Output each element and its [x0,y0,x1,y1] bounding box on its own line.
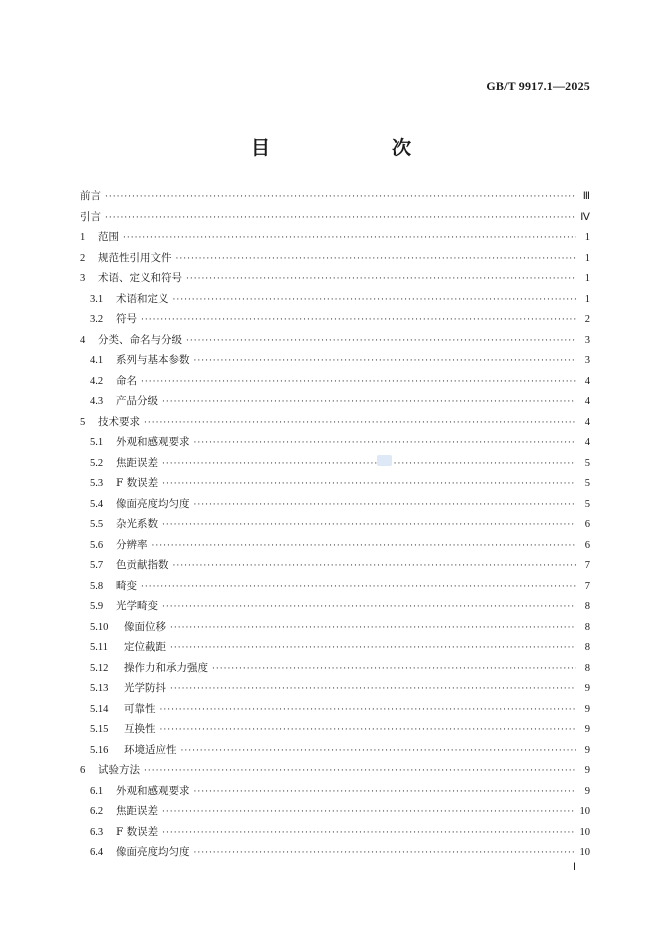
toc-entry-page: 3 [584,355,590,366]
toc-entry[interactable] [80,537,590,558]
toc-leader-dots [162,828,575,838]
toc-entry-page: 8 [584,642,590,653]
toc-leader-dots [194,438,577,448]
toc-title: 目 次 [250,137,439,159]
toc-leader-dots [194,787,577,797]
toc-entry-label: 范围 [98,231,119,243]
toc-leader-dots [162,602,576,612]
toc-entry[interactable] [80,578,590,599]
toc-entry-label: 术语和定义 [116,292,169,305]
toc-entry-number: 5.8 [90,580,104,592]
toc-entry-page: 9 [584,785,590,797]
toc-entry[interactable] [80,721,590,742]
toc-entry-page: 3 [584,334,590,346]
toc-entry-number: 4.2 [90,375,104,387]
toc-entry[interactable] [80,598,590,619]
toc-entry[interactable] [80,352,590,373]
toc-entry-number: 5.14 [90,703,109,715]
toc-entry-label: 技术要求 [98,415,140,428]
toc-entry-number: 5.16 [90,744,109,756]
toc-entry-page: 9 [584,744,590,756]
toc-entry-number: 1 [80,232,86,243]
toc-entry-number: 5.9 [90,601,104,612]
toc-entry[interactable] [80,291,590,312]
toc-entry[interactable] [80,844,590,865]
toc-entry-label: 引言 [80,210,101,223]
toc-entry[interactable] [80,557,590,578]
toc-entry-number: 5.12 [90,662,109,674]
toc-entry-number: 3.1 [90,293,104,305]
toc-entry-page: 1 [584,252,590,264]
toc-entry-label: 试验方法 [98,764,140,776]
toc-entry-label: 环境适应性 [124,743,177,756]
toc-entry-page: 8 [584,621,590,633]
toc-leader-dots [186,336,576,346]
toc-entry-label: 杂光系数 [116,518,158,530]
toc-entry-label: 互换性 [124,723,156,735]
toc-entry-label: 分类、命名与分级 [98,333,182,346]
toc-entry-page: 1 [584,273,590,284]
toc-entry-page: 8 [584,601,590,612]
toc-entry-page: 8 [584,662,590,674]
toc-entry-number: 5.2 [90,457,104,469]
toc-entry-label: 光学畸变 [116,600,158,612]
page-number: Ⅰ [573,862,576,873]
toc-entry-page: Ⅲ [582,191,590,202]
toc-leader-dots [105,192,576,202]
toc-entry-number: 6.3 [90,826,104,838]
toc-entry[interactable] [80,762,590,783]
toc-leader-dots [123,233,576,243]
toc-entry-page: 9 [584,724,590,735]
toc-entry-label: 命名 [116,374,137,387]
toc-entry-label: 术语、定义和符号 [98,272,182,284]
toc-entry[interactable] [80,229,590,250]
toc-entry[interactable] [80,373,590,394]
toc-entry-label: 外观和感观要求 [116,784,190,797]
toc-entry-label: F 数误差 [116,477,159,489]
toc-leader-dots [170,684,576,694]
toc-entry-label: 定位截距 [124,641,166,653]
toc-entry-page: 9 [584,703,590,715]
toc-leader-dots [105,213,576,223]
toc-entry-label: 可靠性 [124,702,156,715]
toc-leader-dots [194,356,577,366]
toc-entry-number: 3.2 [90,314,104,325]
toc-leader-dots [181,746,577,756]
document-code: GB/T 9917.1—2025 [486,79,590,93]
toc-entry[interactable] [80,660,590,681]
toc-entry[interactable] [80,311,590,332]
toc-entry-number: 6.2 [90,806,104,817]
toc-entry-page: 10 [579,806,590,817]
toc-entry[interactable] [80,639,590,660]
toc-entry[interactable] [80,680,590,701]
toc-entry-label: 分辨率 [116,538,148,551]
toc-entry[interactable] [80,414,590,435]
toc-entry-number: 2 [80,252,86,264]
toc-leader-dots [162,397,576,407]
toc-entry-page: 1 [584,232,590,243]
toc-entry-number: 6.1 [90,785,104,797]
toc-leader-dots [141,377,576,387]
toc-entry[interactable] [80,393,590,414]
toc-entry-number: 4.3 [90,396,104,407]
toc-entry-label: 像面亮度均匀度 [116,846,190,858]
toc-leader-dots [173,295,577,305]
toc-entry-label: 系列与基本参数 [116,354,190,366]
toc-entry-page: Ⅳ [580,211,590,223]
toc-leader-dots [162,520,576,530]
selection-marker [377,455,392,466]
toc-leader-dots [173,561,577,571]
toc-entry-page: 5 [584,498,590,510]
toc-leader-dots [170,623,576,633]
toc-entry-number: 5.6 [90,539,104,551]
toc-entry-label: 产品分级 [116,395,158,407]
toc-entry-page: 6 [584,539,590,551]
toc-leader-dots [162,479,576,489]
toc-entry-number: 5.3 [90,478,104,489]
toc-entry-label: 焦距误差 [116,456,158,469]
toc-entry-number: 5.4 [90,498,104,510]
toc-entry-label: 外观和感观要求 [116,436,190,448]
toc-entry-page: 5 [584,478,590,489]
toc-leader-dots [141,582,576,592]
toc-entry-page: 7 [584,580,590,592]
toc-leader-dots [170,643,576,653]
toc-entry-number: 5.1 [90,437,104,448]
toc-entry-page: 4 [584,375,590,387]
toc-entry-page: 9 [584,765,590,776]
toc-entry-page: 4 [584,437,590,448]
toc-entry[interactable] [80,455,590,476]
toc-entry-number: 6.4 [90,847,104,858]
toc-leader-dots [162,459,576,469]
toc-leader-dots [194,848,576,858]
toc-entry-page: 4 [584,396,590,407]
toc-entry-label: 畸变 [116,579,137,592]
toc-entry-number: 4 [80,334,86,346]
toc-entry[interactable] [80,250,590,271]
toc-entry[interactable] [80,516,590,537]
toc-entry-number: 5.10 [90,621,109,633]
toc-leader-dots [176,254,577,264]
toc-entry-number: 5.15 [90,724,109,735]
toc-leader-dots [152,541,577,551]
toc-entry-label: F 数误差 [116,825,159,838]
toc-entry[interactable] [80,496,590,517]
toc-entry-label: 前言 [80,190,101,202]
toc-entry-label: 像面亮度均匀度 [116,497,190,510]
toc-entry-label: 焦距误差 [116,805,158,817]
toc-entry-number: 4.1 [90,355,104,366]
toc-entry[interactable] [80,619,590,640]
toc-leader-dots [194,500,577,510]
toc-entry-number: 5 [80,416,86,428]
toc-entry-page: 5 [584,457,590,469]
toc-entry-label: 符号 [116,313,137,325]
toc-entry[interactable] [80,332,590,353]
toc-entry-label: 规范性引用文件 [98,251,172,264]
toc-entry-page: 4 [584,416,590,428]
toc-entry-label: 色贡献指数 [116,559,169,571]
toc-entry-number: 6 [80,765,86,776]
toc-entry-number: 3 [80,273,86,284]
toc-entry[interactable] [80,824,590,845]
table-of-contents [80,188,590,865]
toc-leader-dots [160,725,577,735]
toc-entry[interactable] [80,475,590,496]
toc-entry-page: 6 [584,519,590,530]
toc-leader-dots [144,418,576,428]
toc-entry-number: 5.5 [90,519,104,530]
toc-entry-label: 操作力和承力强度 [124,661,208,674]
toc-entry-label: 像面位移 [124,620,166,633]
toc-leader-dots [144,766,576,776]
toc-entry[interactable] [80,742,590,763]
toc-entry-page: 7 [584,560,590,571]
toc-entry[interactable] [80,188,590,209]
toc-entry-number: 5.11 [90,642,108,653]
toc-entry-page: 2 [584,314,590,325]
toc-leader-dots [212,664,576,674]
toc-entry[interactable] [80,701,590,722]
toc-entry-number: 5.7 [90,560,104,571]
toc-entry-page: 1 [584,293,590,305]
toc-entry-label: 光学防抖 [124,682,166,694]
toc-leader-dots [162,807,576,817]
toc-entry-page: 10 [579,826,590,838]
toc-entry-page: 9 [584,683,590,694]
toc-leader-dots [141,315,576,325]
toc-entry[interactable] [80,209,590,230]
toc-entry-page: 10 [579,847,590,858]
toc-entry[interactable] [80,803,590,824]
toc-entry[interactable] [80,434,590,455]
toc-entry[interactable] [80,783,590,804]
toc-leader-dots [186,274,576,284]
toc-leader-dots [160,705,577,715]
toc-entry-number: 5.13 [90,683,109,694]
toc-entry[interactable] [80,270,590,291]
